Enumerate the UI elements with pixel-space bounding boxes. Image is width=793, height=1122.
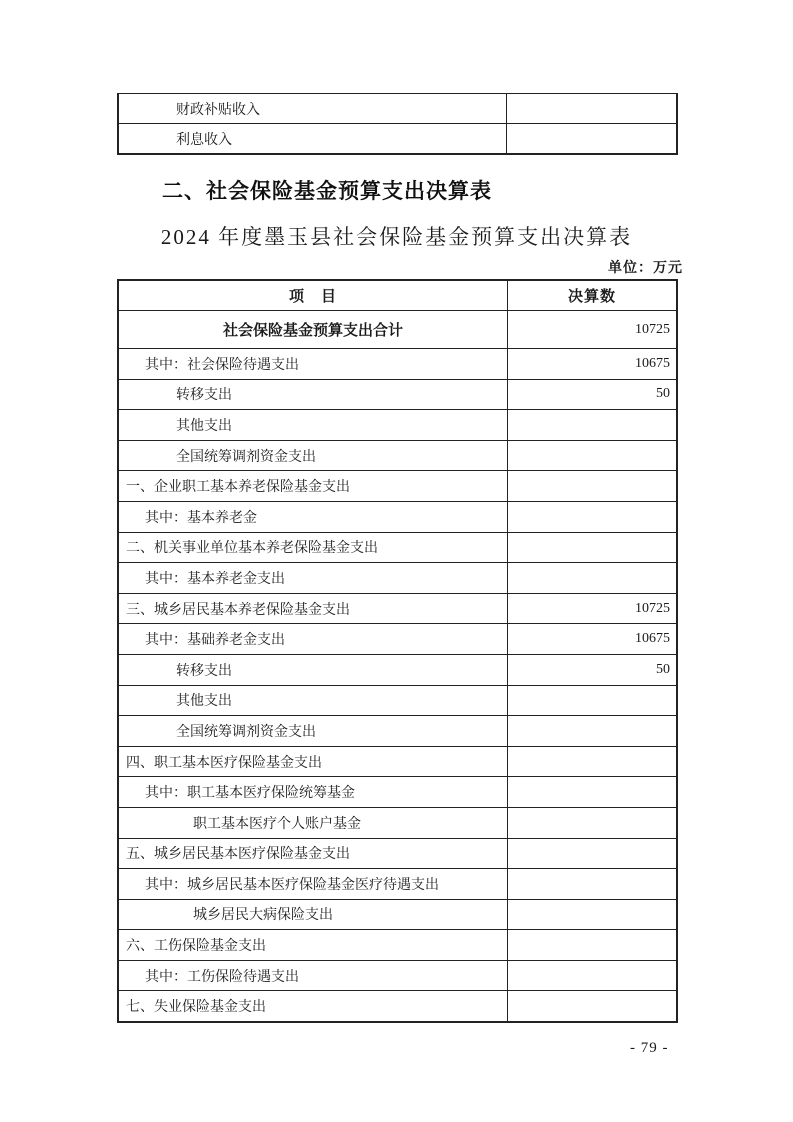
item-cell: 七、失业保险基金支出 — [119, 991, 508, 1021]
table-row — [119, 838, 676, 869]
amount-cell — [507, 94, 676, 123]
table-row — [119, 562, 676, 593]
carryover-table — [117, 93, 678, 155]
amount-cell — [508, 533, 676, 563]
expense-table — [117, 279, 678, 1023]
amount-cell — [508, 747, 676, 777]
table-row — [119, 715, 676, 746]
item-cell: 全国统筹调剂资金支出 — [119, 441, 508, 471]
amount-cell — [508, 839, 676, 869]
item-cell: 其中：基础养老金支出 — [119, 624, 508, 654]
amount-cell — [507, 124, 676, 153]
table-row — [119, 929, 676, 960]
table-row — [119, 470, 676, 501]
amount-cell — [508, 869, 676, 899]
item-cell: 三、城乡居民基本养老保险基金支出 — [119, 594, 508, 624]
item-cell: 财政补贴收入 — [119, 94, 507, 123]
amount-cell: 10725 — [635, 600, 670, 616]
table-row — [119, 776, 676, 807]
page-number: - 79 - — [630, 1040, 669, 1056]
item-cell: 一、企业职工基本养老保险基金支出 — [119, 471, 508, 501]
item-cell: 转移支出 — [119, 380, 508, 410]
amount-cell — [508, 808, 676, 838]
amount-cell: 50 — [656, 386, 670, 402]
item-cell: 其他支出 — [119, 410, 508, 440]
item-cell: 其中：职工基本医疗保险统筹基金 — [119, 777, 508, 807]
table-row — [119, 501, 676, 532]
table-row — [119, 379, 676, 410]
item-cell: 城乡居民大病保险支出 — [119, 900, 508, 930]
item-cell: 其中：基本养老金支出 — [119, 563, 508, 593]
item-cell: 职工基本医疗个人账户基金 — [119, 808, 508, 838]
item-cell: 全国统筹调剂资金支出 — [119, 716, 508, 746]
table-row — [119, 654, 676, 685]
item-cell: 其中：基本养老金 — [119, 502, 508, 532]
amount-cell: 10725 — [635, 321, 670, 337]
amount-cell: 50 — [656, 661, 670, 677]
table-row — [119, 899, 676, 930]
amount-cell — [508, 900, 676, 930]
table-row — [119, 123, 676, 153]
table-row — [119, 409, 676, 440]
item-cell: 其中：工伤保险待遇支出 — [119, 961, 508, 991]
amount-cell — [508, 410, 676, 440]
table-row — [119, 310, 676, 348]
amount-cell — [508, 991, 676, 1021]
column-header-item: 项 目 — [119, 281, 508, 310]
section-heading: 二、社会保险基金预算支出决算表 — [162, 180, 492, 203]
table-row — [119, 960, 676, 991]
amount-cell: 10675 — [635, 631, 670, 647]
item-cell: 其中：社会保险待遇支出 — [119, 349, 508, 379]
table-row — [119, 532, 676, 563]
amount-cell — [508, 930, 676, 960]
table-row — [119, 440, 676, 471]
item-cell: 四、职工基本医疗保险基金支出 — [119, 747, 508, 777]
item-cell: 其他支出 — [119, 686, 508, 716]
table-row — [119, 868, 676, 899]
amount-cell — [508, 502, 676, 532]
table-row — [119, 94, 676, 123]
table-title: 2024 年度墨玉县社会保险基金预算支出决算表 — [160, 225, 633, 249]
amount-cell — [508, 961, 676, 991]
item-cell: 转移支出 — [119, 655, 508, 685]
amount-cell — [508, 471, 676, 501]
amount-cell — [508, 686, 676, 716]
table-row — [119, 990, 676, 1021]
table-row — [119, 746, 676, 777]
table-row — [119, 348, 676, 379]
item-cell: 其中：城乡居民基本医疗保险基金医疗待遇支出 — [119, 869, 508, 899]
item-cell: 社会保险基金预算支出合计 — [119, 311, 508, 348]
table-row — [119, 685, 676, 716]
amount-cell — [508, 777, 676, 807]
column-header-amount: 决算数 — [567, 289, 616, 305]
table-row — [119, 593, 676, 624]
item-cell: 利息收入 — [119, 124, 507, 153]
amount-cell — [508, 563, 676, 593]
amount-cell — [508, 716, 676, 746]
unit-label: 单位：万元 — [608, 261, 683, 276]
table-row — [119, 623, 676, 654]
item-cell: 五、城乡居民基本医疗保险基金支出 — [119, 839, 508, 869]
amount-cell: 10675 — [635, 355, 670, 371]
item-cell: 六、工伤保险基金支出 — [119, 930, 508, 960]
table-header-row — [119, 281, 676, 310]
item-cell: 二、机关事业单位基本养老保险基金支出 — [119, 533, 508, 563]
table-row — [119, 807, 676, 838]
amount-cell — [508, 441, 676, 471]
